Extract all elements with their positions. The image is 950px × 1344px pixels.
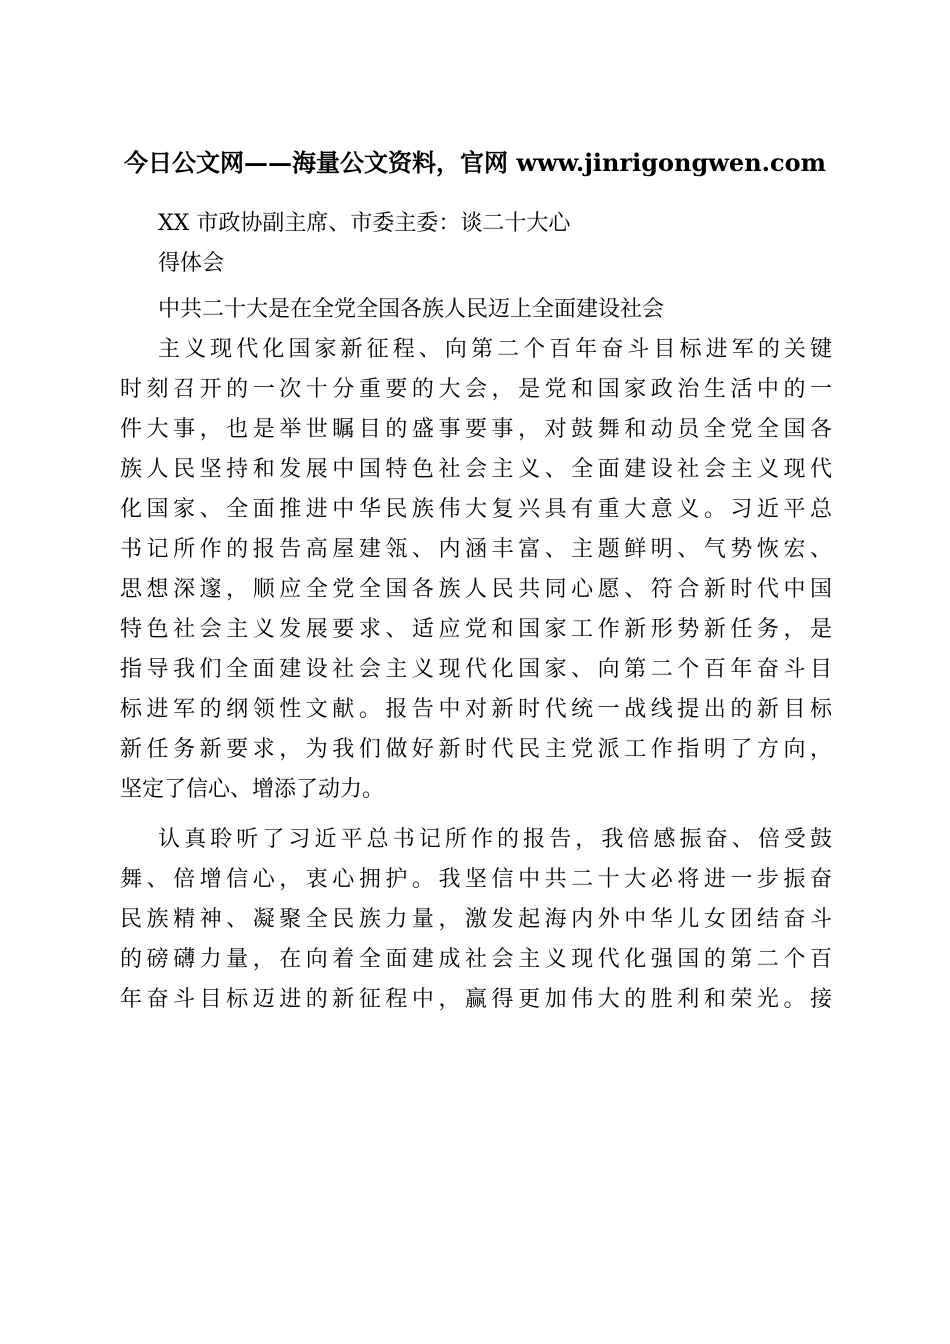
spacer [120,810,832,820]
article-title-line-1: XX 市政协副主席、市委主委：谈二十大心 [158,211,571,236]
article-title-line-2: 得体会 [158,251,225,276]
paragraph-line: 主义现代化国家新征程、向第二个百年奋斗目标进军的关键 [158,337,832,362]
paragraph-line: 族人民坚持和发展中国特色社会主义、全面建设社会主义现代 [120,457,832,482]
paragraph-line: 坚定了信心、增添了动力。 [120,777,385,802]
paragraph-line: 书记所作的报告高屋建瓴、内涵丰富、主题鲜明、气势恢宏、 [120,537,832,562]
paragraph-line: 特色社会主义发展要求、适应党和国家工作新形势新任务，是 [120,617,832,642]
paragraph-2 [120,820,832,1020]
paragraph-line: 的磅礴力量，在向着全面建成社会主义现代化强国的第二个百 [120,947,832,972]
paragraph-line: 思想深邃，顺应全党全国各族人民共同心愿、符合新时代中国 [120,577,832,602]
paragraph-line: 认真聆听了习近平总书记所作的报告，我倍感振奋、倍受鼓 [158,827,832,852]
paragraph-line: 舞、倍增信心，衷心拥护。我坚信中共二十大必将进一步振奋 [120,867,832,892]
paragraph-1 [120,330,832,810]
paragraph-line: 民族精神、凝聚全民族力量，激发起海内外中华儿女团结奋斗 [120,907,832,932]
paragraph-line: 年奋斗目标迈进的新征程中，赢得更加伟大的胜利和荣光。接 [120,987,832,1012]
article-body [120,204,832,1020]
paragraph-line: 新任务新要求，为我们做好新时代民主党派工作指明了方向， [120,737,832,762]
paragraph-line: 件大事，也是举世瞩目的盛事要事，对鼓舞和动员全党全国各 [120,417,832,442]
site-header-banner: 今日公文网——海量公文资料，官网 www.jinrigongwen.com [123,148,827,177]
paragraph-line: 化国家、全面推进中华民族伟大复兴具有重大意义。习近平总 [120,497,832,522]
intro-line: 中共二十大是在全党全国各族人民迈上全面建设社会 [158,297,665,322]
paragraph-line: 时刻召开的一次十分重要的大会，是党和国家政治生活中的一 [120,377,832,402]
paragraph-line: 指导我们全面建设社会主义现代化国家、向第二个百年奋斗目 [120,657,832,682]
paragraph-line: 标进军的纲领性文献。报告中对新时代统一战线提出的新目标 [120,697,832,722]
